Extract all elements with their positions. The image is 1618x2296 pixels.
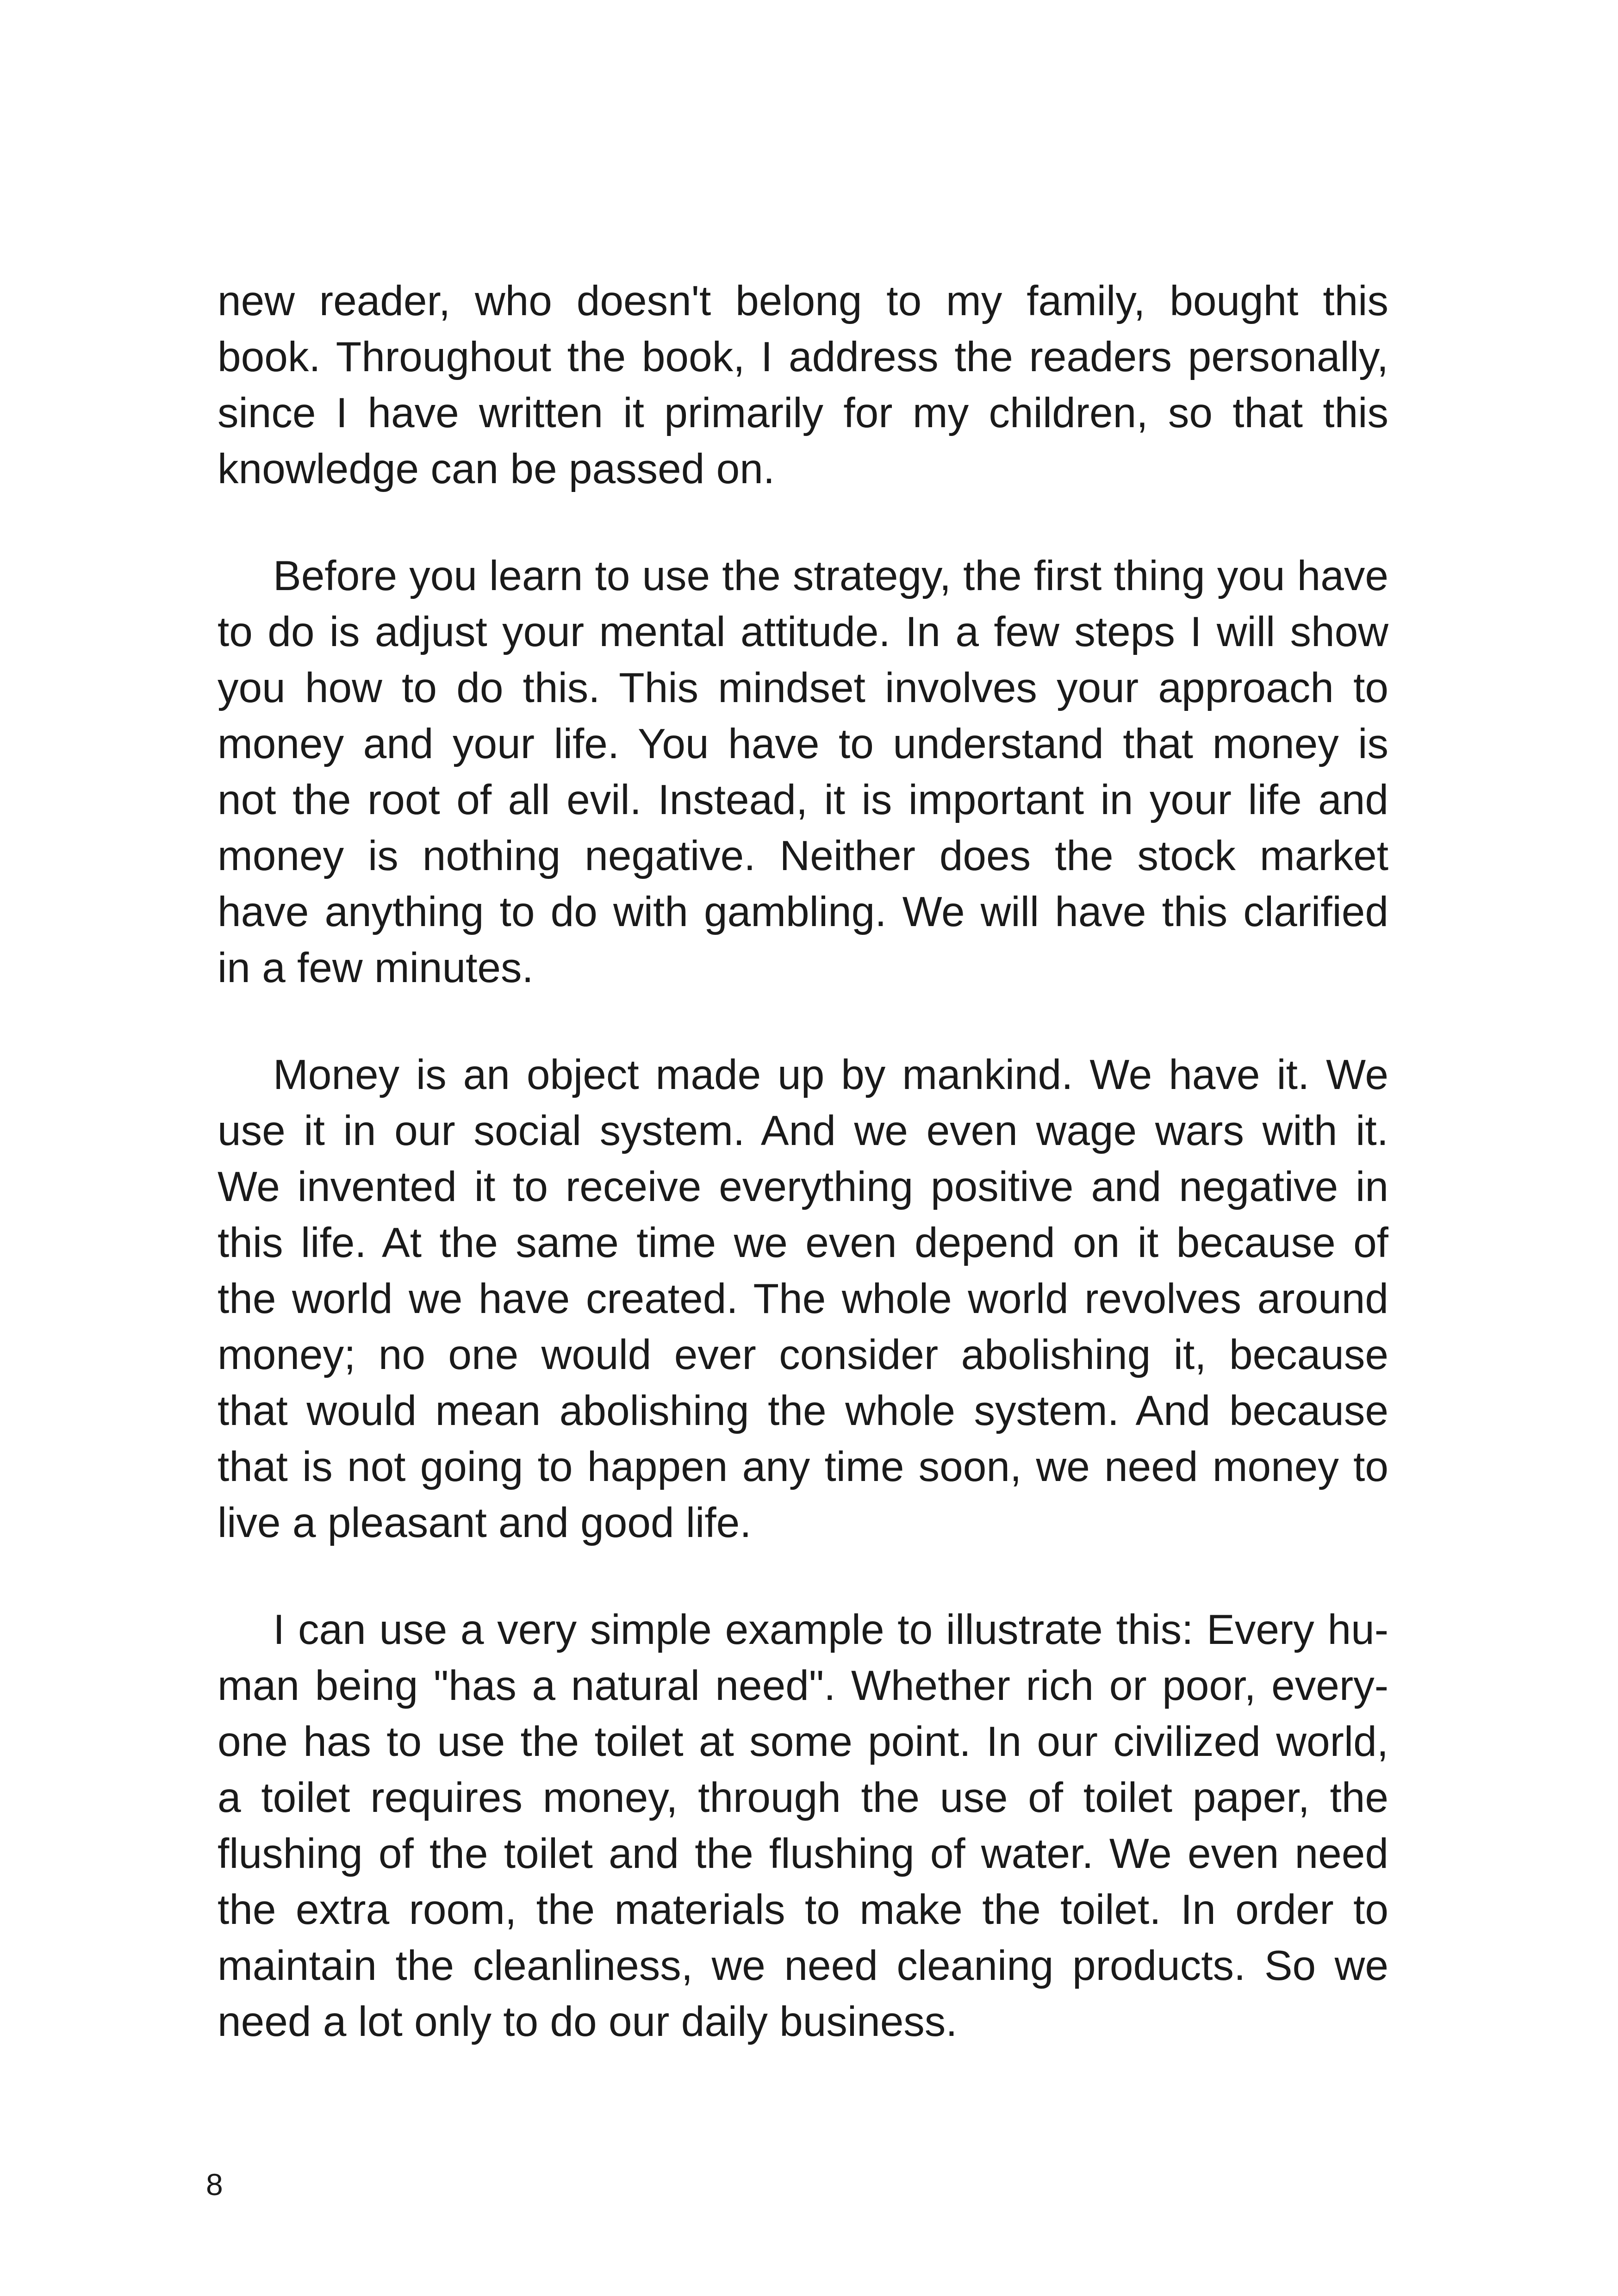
text-line: have anything to do with gambling. We will have this clarified — [218, 889, 1388, 935]
text-line: you how to do this. This mindset involves your approach to — [218, 665, 1388, 711]
text-line: money and your life. You have to understand that money is — [218, 721, 1388, 767]
text-line: a toilet requires money, through the use of toilet paper, the — [218, 1774, 1388, 1821]
page-body — [218, 273, 1388, 2101]
text-line: in a few minutes. — [218, 945, 534, 991]
paragraph-1 — [218, 273, 1388, 497]
text-line: Money is an object made up by mankind. We have it. We — [273, 1052, 1388, 1098]
paragraph-4 — [218, 1602, 1388, 2050]
text-line: man being "has a natural need". Whether rich or poor, every- — [218, 1662, 1388, 1709]
text-line: knowledge can be passed on. — [218, 446, 775, 492]
text-line: book. Throughout the book, I address the readers personally, — [218, 334, 1388, 380]
text-line: I can use a very simple example to illustrate this: Every hu- — [273, 1606, 1388, 1653]
text-line: new reader, who doesn't belong to my family, bought this — [218, 278, 1388, 324]
text-line: the extra room, the materials to make the toilet. In order to — [218, 1886, 1388, 1933]
text-line: money is nothing negative. Neither does the stock market — [218, 833, 1388, 879]
text-line: We invented it to receive everything positive and negative in — [218, 1164, 1388, 1210]
text-line: Before you learn to use the strategy, the first thing you have — [273, 553, 1388, 599]
text-line: flushing of the toilet and the flushing of water. We even need — [218, 1830, 1388, 1877]
page-number: 8 — [206, 2167, 223, 2202]
text-line: since I have written it primarily for my children, so that this — [218, 390, 1388, 436]
text-line: maintain the cleanliness, we need cleaning products. So we — [218, 1942, 1388, 1989]
text-line: need a lot only to do our daily business. — [218, 1998, 958, 2045]
text-line: that is not going to happen any time soon, we need money to — [218, 1444, 1388, 1490]
text-line: one has to use the toilet at some point. In our civilized world, — [218, 1718, 1388, 1765]
text-line: the world we have created. The whole world revolves around — [218, 1276, 1388, 1322]
text-line: live a pleasant and good life. — [218, 1500, 752, 1546]
text-line: this life. At the same time we even depend on it because of — [218, 1220, 1388, 1266]
text-line: that would mean abolishing the whole system. And because — [218, 1388, 1388, 1434]
text-line: to do is adjust your mental attitude. In a few steps I will show — [218, 609, 1388, 655]
paragraph-2 — [218, 548, 1388, 996]
text-line: money; no one would ever consider abolishing it, because — [218, 1332, 1388, 1378]
text-line: not the root of all evil. Instead, it is important in your life and — [218, 777, 1388, 823]
text-line: use it in our social system. And we even wage wars with it. — [218, 1108, 1388, 1154]
paragraph-3 — [218, 1047, 1388, 1551]
